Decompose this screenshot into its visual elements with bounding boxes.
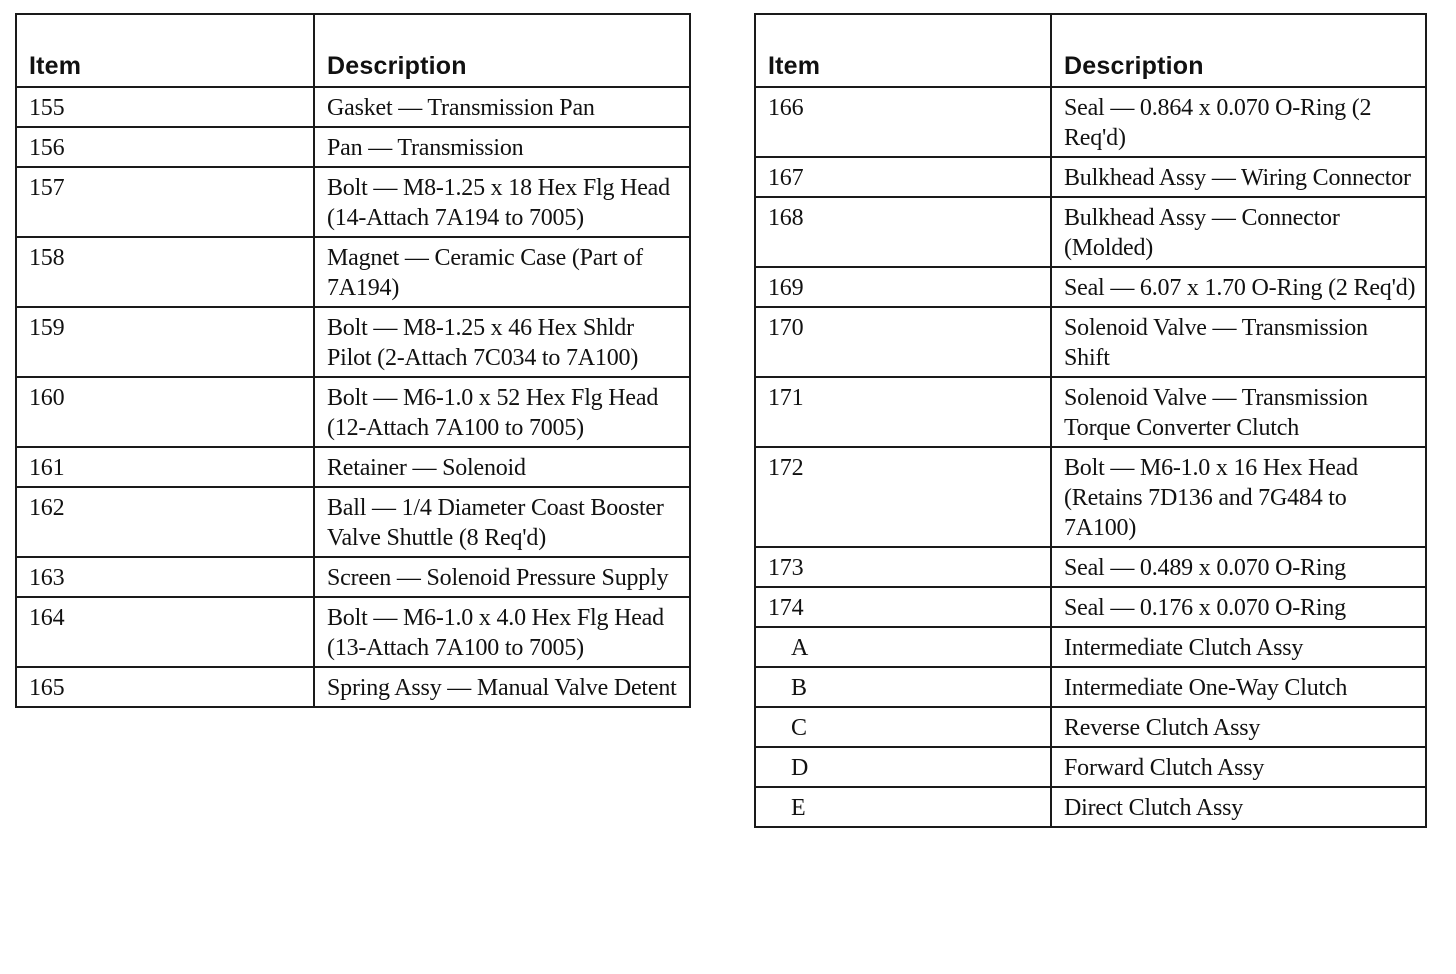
description-cell: Gasket — Transmission Pan: [314, 87, 690, 127]
description-cell: Bulkhead Assy — Connector (Molded): [1051, 197, 1426, 267]
item-number-cell: 172: [755, 447, 1051, 547]
item-number-cell: 158: [16, 237, 314, 307]
item-number-cell: 162: [16, 487, 314, 557]
item-number-cell: E: [755, 787, 1051, 827]
item-number-cell: 169: [755, 267, 1051, 307]
description-cell: Pan — Transmission: [314, 127, 690, 167]
description-cell: Bolt — M6-1.0 x 52 Hex Flg Head (12-Attach 7A100 to 7005): [314, 377, 690, 447]
table-row: [755, 627, 1426, 667]
table-header-row: [755, 14, 1426, 87]
table-row: [755, 87, 1426, 157]
item-number-cell: 174: [755, 587, 1051, 627]
table-row: [16, 557, 690, 597]
description-cell: Ball — 1/4 Diameter Coast Booster Valve Shuttle (8 Req'd): [314, 487, 690, 557]
description-cell: Solenoid Valve — Transmission Shift: [1051, 307, 1426, 377]
table-row: [16, 307, 690, 377]
table-row: [755, 307, 1426, 377]
table-row: [16, 377, 690, 447]
description-cell: Intermediate One-Way Clutch: [1051, 667, 1426, 707]
description-column-header: Description: [314, 14, 690, 87]
table-row: [755, 787, 1426, 827]
item-number-cell: 168: [755, 197, 1051, 267]
table-row: [16, 487, 690, 557]
table-row: [755, 747, 1426, 787]
parts-table-left: [15, 13, 691, 708]
table-row: [755, 707, 1426, 747]
parts-table-right: [754, 13, 1427, 828]
table-header-row: [16, 14, 690, 87]
description-cell: Bulkhead Assy — Wiring Connector: [1051, 157, 1426, 197]
table-row: [755, 447, 1426, 547]
item-number-cell: A: [755, 627, 1051, 667]
description-cell: Retainer — Solenoid: [314, 447, 690, 487]
table-row: [755, 587, 1426, 627]
item-number-cell: 171: [755, 377, 1051, 447]
item-number-cell: D: [755, 747, 1051, 787]
table-row: [16, 447, 690, 487]
item-number-cell: 159: [16, 307, 314, 377]
description-cell: Spring Assy — Manual Valve Detent: [314, 667, 690, 707]
item-column-header: Item: [16, 14, 314, 87]
item-number-cell: 157: [16, 167, 314, 237]
table-row: [755, 197, 1426, 267]
item-number-cell: 167: [755, 157, 1051, 197]
table-row: [16, 87, 690, 127]
item-number-cell: 173: [755, 547, 1051, 587]
description-column-header: Description: [1051, 14, 1426, 87]
description-cell: Reverse Clutch Assy: [1051, 707, 1426, 747]
description-cell: Seal — 0.864 x 0.070 O-Ring (2 Req'd): [1051, 87, 1426, 157]
table-row: [16, 167, 690, 237]
description-cell: Seal — 0.176 x 0.070 O-Ring: [1051, 587, 1426, 627]
description-cell: Intermediate Clutch Assy: [1051, 627, 1426, 667]
item-number-cell: C: [755, 707, 1051, 747]
table-row: [755, 377, 1426, 447]
table-row: [755, 547, 1426, 587]
item-number-cell: 160: [16, 377, 314, 447]
item-number-cell: 161: [16, 447, 314, 487]
item-number-cell: B: [755, 667, 1051, 707]
item-number-cell: 165: [16, 667, 314, 707]
item-number-cell: 156: [16, 127, 314, 167]
description-cell: Solenoid Valve — Transmission Torque Converter Clutch: [1051, 377, 1426, 447]
table-row: [16, 667, 690, 707]
item-column-header: Item: [755, 14, 1051, 87]
description-cell: Screen — Solenoid Pressure Supply: [314, 557, 690, 597]
description-cell: Bolt — M6-1.0 x 16 Hex Head (Retains 7D136 and 7G484 to 7A100): [1051, 447, 1426, 547]
item-number-cell: 164: [16, 597, 314, 667]
description-cell: Bolt — M8-1.25 x 18 Hex Flg Head (14-Attach 7A194 to 7005): [314, 167, 690, 237]
description-cell: Seal — 6.07 x 1.70 O-Ring (2 Req'd): [1051, 267, 1426, 307]
description-cell: Forward Clutch Assy: [1051, 747, 1426, 787]
item-number-cell: 166: [755, 87, 1051, 157]
table-row: [755, 667, 1426, 707]
description-cell: Magnet — Ceramic Case (Part of 7A194): [314, 237, 690, 307]
table-row: [755, 157, 1426, 197]
description-cell: Bolt — M8-1.25 x 46 Hex Shldr Pilot (2-Attach 7C034 to 7A100): [314, 307, 690, 377]
table-row: [16, 597, 690, 667]
description-cell: Bolt — M6-1.0 x 4.0 Hex Flg Head (13-Attach 7A100 to 7005): [314, 597, 690, 667]
item-number-cell: 170: [755, 307, 1051, 377]
item-number-cell: 155: [16, 87, 314, 127]
table-row: [16, 127, 690, 167]
description-cell: Seal — 0.489 x 0.070 O-Ring: [1051, 547, 1426, 587]
description-cell: Direct Clutch Assy: [1051, 787, 1426, 827]
table-row: [16, 237, 690, 307]
item-number-cell: 163: [16, 557, 314, 597]
table-row: [755, 267, 1426, 307]
